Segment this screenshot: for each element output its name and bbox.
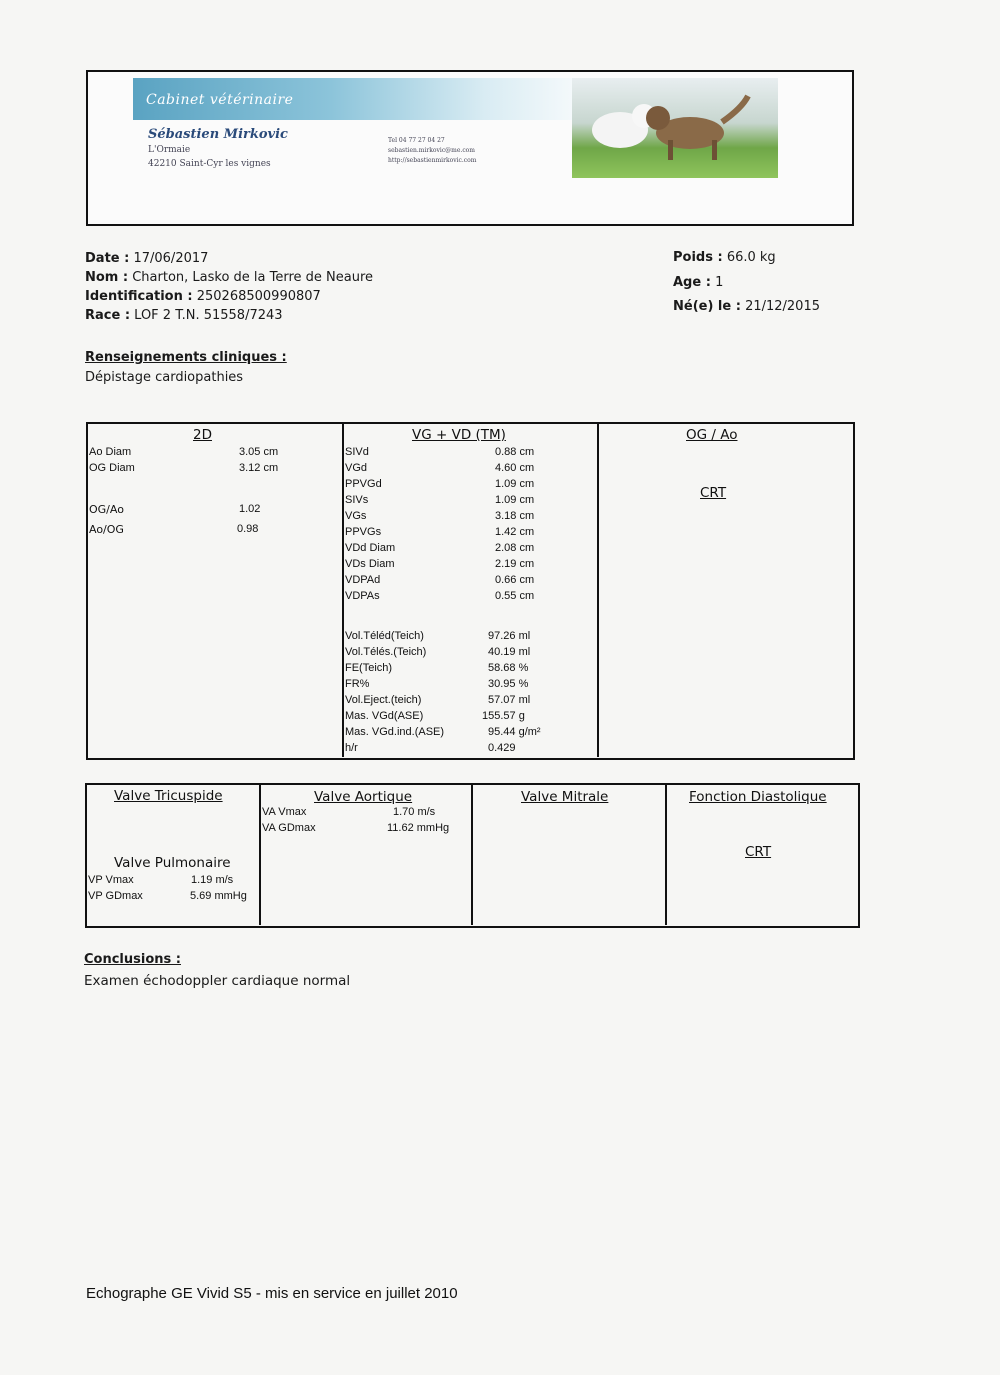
row-ao-og-value: 0.98 [237, 523, 259, 535]
address-line2: 42210 Saint-Cyr les vignes [148, 159, 271, 169]
race-value: LOF 2 T.N. 51558/7243 [134, 308, 283, 323]
header-2d: 2D [193, 427, 212, 443]
address-line1: L'Ormaie [148, 145, 191, 155]
vet-name: Sébastien Mirkovic [148, 127, 288, 142]
identification-value: 250268500990807 [196, 289, 321, 304]
footer-device: Echographe GE Vivid S5 - mis en service en juillet 2010 [86, 1285, 458, 1302]
identification-line [85, 289, 321, 304]
clinic-title: Cabinet vétérinaire [146, 92, 294, 108]
date-value: 17/06/2017 [133, 251, 209, 266]
header-og-ao: OG / Ao [686, 427, 738, 443]
clinical-title: Renseignements cliniques : [85, 350, 287, 365]
date-label: Date : [85, 251, 130, 266]
birth-label: Né(e) le : [673, 299, 741, 314]
tm-label: PPVGs [345, 526, 382, 538]
row-ao-og-label: Ao/OG [89, 523, 124, 536]
va-gdmax-label: VA GDmax [262, 822, 316, 834]
email: sebastien.mirkovic@me.com [388, 147, 475, 154]
vol-value: 30.95 % [488, 678, 529, 690]
row-og-diam-value: 3.12 cm [239, 462, 279, 474]
tm-label: VGd [345, 462, 368, 474]
table2-divider-3 [665, 784, 667, 925]
race-line [85, 308, 283, 323]
birth-value: 21/12/2015 [745, 299, 820, 314]
age-label: Age : [673, 275, 711, 290]
tm-value: 1.09 cm [495, 494, 535, 506]
tm-value: 2.08 cm [495, 542, 535, 554]
header-aortic: Valve Aortique [314, 789, 413, 805]
birth-line [673, 299, 820, 314]
vol-value: 0.429 [488, 742, 516, 754]
header-vg-vd: VG + VD (TM) [412, 427, 506, 443]
clinical-text: Dépistage cardiopathies [85, 370, 244, 385]
age-line [673, 275, 723, 290]
race-label: Race : [85, 308, 131, 323]
tm-value: 3.18 cm [495, 510, 535, 522]
vol-value: 40.19 ml [488, 646, 531, 658]
vol-label: Vol.Télés.(Teich) [345, 646, 427, 658]
conclusions-text: Examen échodoppler cardiaque normal [84, 973, 351, 989]
tm-value: 2.19 cm [495, 558, 535, 570]
vol-value: 57.07 ml [488, 694, 531, 706]
vol-label: Vol.Eject.(teich) [345, 694, 422, 706]
tm-value: 0.55 cm [495, 590, 535, 602]
tm-label: VGs [345, 510, 367, 522]
vol-value: 97.26 ml [488, 630, 531, 642]
weight-value: 66.0 kg [726, 250, 776, 265]
vp-gdmax-label: VP GDmax [88, 890, 143, 902]
vol-value: 95.44 g/m² [488, 726, 541, 738]
header-diastolic: Fonction Diastolique [689, 789, 827, 805]
age-value: 1 [715, 275, 724, 290]
tm-label: VDs Diam [345, 558, 395, 570]
website: http://sebastienmirkovic.com [388, 157, 477, 164]
row-ao-diam-value: 3.05 cm [239, 446, 279, 458]
tm-label: VDPAs [345, 590, 380, 602]
vol-label: FE(Teich) [345, 662, 393, 674]
tm-value: 4.60 cm [495, 462, 535, 474]
tm-label: VDPAd [345, 574, 381, 586]
va-vmax-label: VA Vmax [262, 806, 307, 818]
tm-label: SIVd [345, 446, 369, 458]
tm-label: SIVs [345, 494, 369, 506]
vp-vmax-label: VP Vmax [88, 874, 134, 886]
row-ao-diam-label: Ao Diam [89, 446, 132, 458]
measurements-table [86, 422, 855, 760]
tm-value: 0.88 cm [495, 446, 535, 458]
row-og-ao-label: OG/Ao [89, 503, 124, 516]
vol-label: Vol.Téléd(Teich) [345, 630, 424, 642]
row-og-ao-value: 1.02 [239, 503, 261, 515]
vol-label: Mas. VGd.ind.(ASE) [345, 726, 445, 738]
conclusions-title: Conclusions : [84, 952, 181, 967]
identification-label: Identification : [85, 289, 193, 304]
dogs-photo [572, 78, 778, 178]
tm-value: 0.66 cm [495, 574, 535, 586]
header-mitral: Valve Mitrale [521, 789, 609, 805]
phone: Tel 04 77 27 04 27 [388, 137, 445, 144]
table1-divider-1 [342, 423, 344, 757]
tm-value: 1.09 cm [495, 478, 535, 490]
header-pulmonary: Valve Pulmonaire [114, 855, 231, 871]
header-tricuspid: Valve Tricuspide [114, 788, 223, 804]
va-gdmax-value: 11.62 mmHg [387, 822, 450, 834]
diastolic-crt: CRT [745, 844, 772, 860]
table1-divider-2 [597, 423, 599, 757]
weight-line [673, 250, 776, 265]
date-line [85, 251, 208, 266]
name-value: Charton, Lasko de la Terre de Neaure [132, 270, 374, 285]
va-vmax-value: 1.70 m/s [393, 806, 436, 818]
vol-value: 155.57 g [482, 710, 525, 722]
weight-label: Poids : [673, 250, 723, 265]
vp-vmax-value: 1.19 m/s [191, 874, 234, 886]
vol-label: FR% [345, 678, 370, 690]
table2-divider-1 [259, 784, 261, 925]
name-line [85, 270, 373, 285]
vol-label: Mas. VGd(ASE) [345, 710, 424, 722]
table2-divider-2 [471, 784, 473, 925]
row-og-diam-label: OG Diam [89, 462, 135, 474]
tm-label: VDd Diam [345, 542, 396, 554]
vol-value: 58.68 % [488, 662, 529, 674]
tm-value: 1.42 cm [495, 526, 535, 538]
og-ao-crt: CRT [700, 485, 727, 501]
vol-label: h/r [345, 742, 358, 754]
vp-gdmax-value: 5.69 mmHg [190, 890, 247, 902]
tm-label: PPVGd [345, 478, 382, 490]
name-label: Nom : [85, 270, 129, 285]
